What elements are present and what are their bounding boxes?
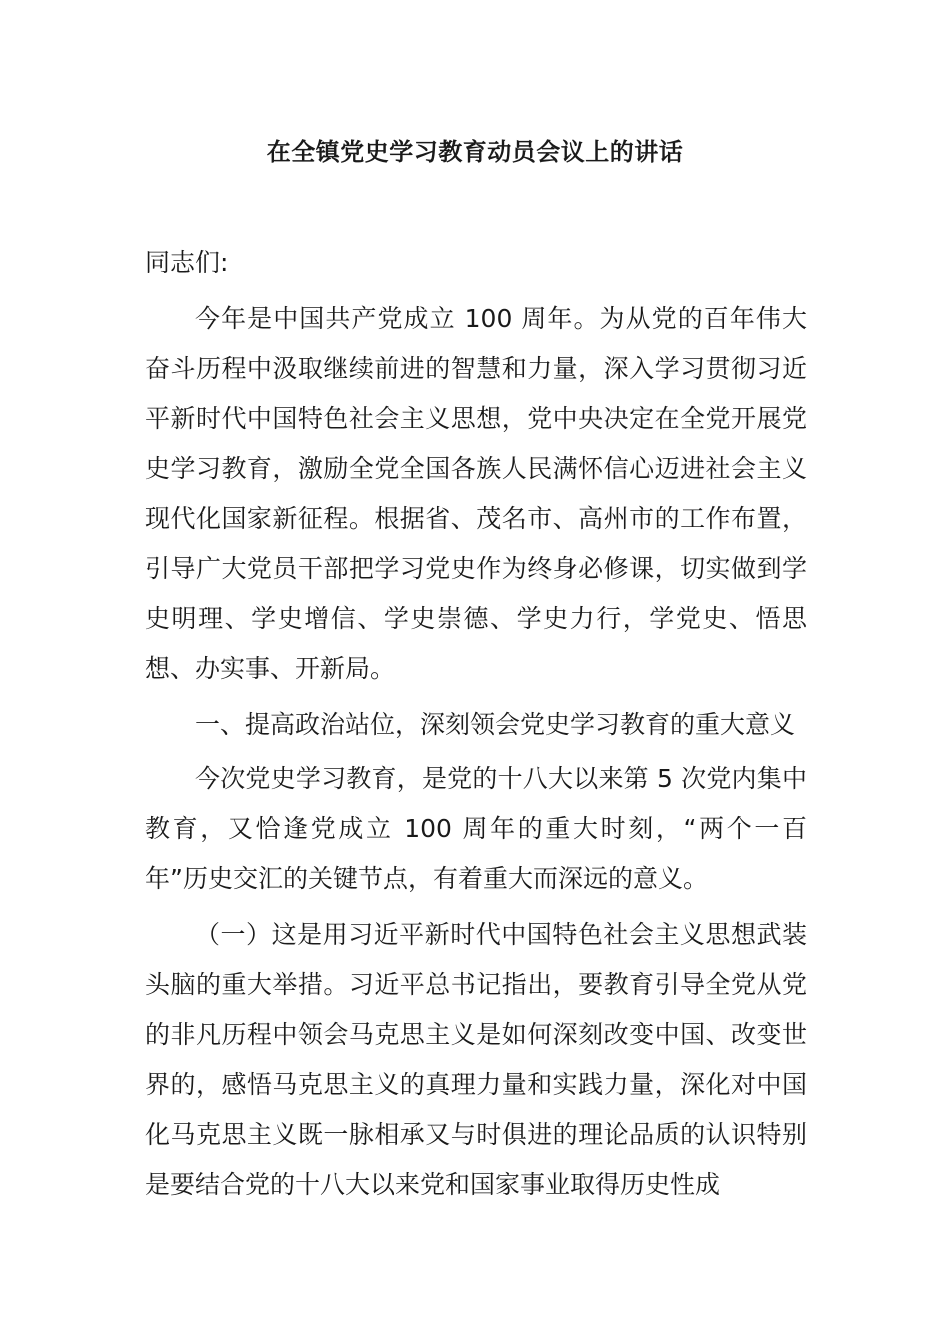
paragraph-point-1: （一）这是用习近平新时代中国特色社会主义思想武装头脑的重大举措。习近平总书记指出，要教育引导全党从党的非凡历程中领会马克思主义是如何深刻改变中国、改变世界的，感悟马克思主义的真理力量和实践力量，深化对中国化马克思主义既一脉相承又与时俱进的理论品质的认识特别是要结合党的十八大以来党和国家事业取得历史性成 <box>145 920 807 1199</box>
document-body <box>145 238 807 1216</box>
paragraph-intro: 今年是中国共产党成立 100 周年。为从党的百年伟大奋斗历程中汲取继续前进的智慧和力量，深入学习贯彻习近平新时代中国特色社会主义思想，党中央决定在全党开展党史学习教育，激励全党全国各族人民满怀信心迈进社会主义现代化国家新征程。根据省、茂名市、高州市的工作布置，引导广大党员干部把学习党史作为终身必修课，切实做到学史明理、学史增信、学史崇德、学史力行，学党史、悟思想、办实事、开新局。 <box>145 304 807 683</box>
section-heading-1: 一、提高政治站位，深刻领会党史学习教育的重大意义 <box>195 710 796 739</box>
salutation: 同志们: <box>145 248 229 277</box>
paragraph-significance: 今次党史学习教育，是党的十八大以来第 5 次党内集中教育，又恰逢党成立 100 周年的重大时刻，“两个一百年”历史交汇的关键节点，有着重大而深远的意义。 <box>145 764 807 893</box>
document-title: 在全镇党史学习教育动员会议上的讲话 <box>266 138 684 166</box>
